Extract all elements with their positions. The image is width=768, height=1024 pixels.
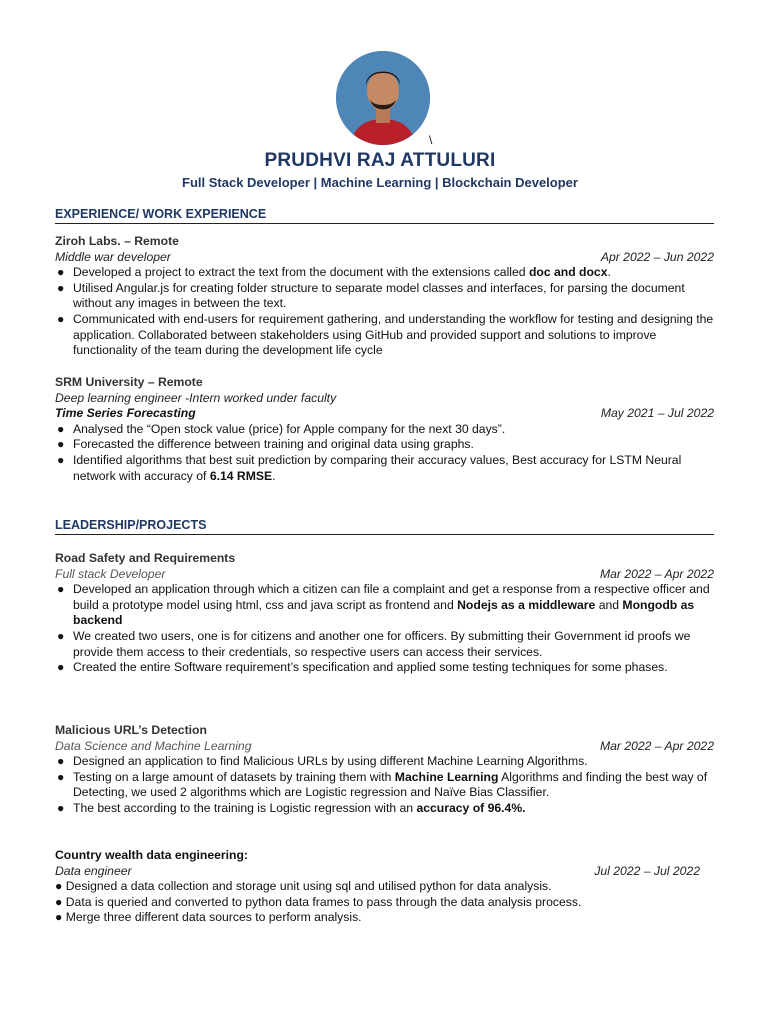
list-item: ● Communicated with end-users for requirement gathering, and understanding the workflow for testing and designing the application. Collaborated between stakeholders using GitHub and provided support and solutions to improve functionality of the team during the development life cycle [57, 311, 714, 358]
list-item: ● Forecasted the difference between training and original data using graphs. [57, 437, 474, 452]
entry-role: Data Science and Machine Learning [55, 738, 252, 753]
entry-role: Middle war developer [55, 249, 171, 264]
entry-project: Time Series Forecasting [55, 406, 196, 421]
entry-date: May 2021 – Jul 2022 [600, 406, 714, 421]
entry-date: Mar 2022 – Apr 2022 [599, 738, 714, 753]
list-item: ● We created two users, one is for citizens and another one for officers. By submitting their Government id proofs we provide them access to their credentials, so respective users can access their services. [57, 628, 691, 659]
list-item: ● Utilised Angular.js for creating folder structure to separate model classes and interfaces, for parsing the document without any images in between the text. [57, 280, 685, 311]
list-item: ● Identified algorithms that best suit prediction by comparing their accuracy values, Best accuracy for LSTM Neural network with accuracy of 6.14 RMSE. [57, 452, 682, 483]
section-title-leadership: LEADERSHIP/PROJECTS [55, 518, 714, 535]
entry-ziroh [55, 234, 714, 359]
entry-role: Full stack Developer [55, 566, 166, 581]
profile-photo [336, 51, 433, 147]
entry-org: SRM University – Remote [55, 375, 203, 389]
section-title-experience: EXPERIENCE/ WORK EXPERIENCE [55, 207, 714, 224]
entry-road-safety [55, 551, 714, 676]
entry-role: Deep learning engineer -Intern worked under faculty [55, 390, 337, 405]
entry-date: Jul 2022 – Jul 2022 [594, 863, 700, 878]
entry-title: Country wealth data engineering: [55, 848, 248, 862]
candidate-name: PRUDHVI RAJ ATTULURI [264, 150, 496, 171]
list-item: ● Developed an application through which a citizen can file a complaint and get a response from a respective officer and build a prototype model using html, css and java script as frontend and Nodejs as a middleware and Mongodb as backend [57, 582, 710, 628]
candidate-subtitle: Full Stack Developer | Machine Learning | Blockchain Developer [182, 175, 578, 190]
entry-date: Apr 2022 – Jun 2022 [600, 249, 714, 264]
list-item: ● Data is queried and converted to python data frames to pass through the data analysis process. [55, 894, 582, 909]
entry-srm [55, 375, 714, 484]
list-item: ● Designed a data collection and storage unit using sql and utilised python for data analysis. [55, 879, 552, 894]
entry-role: Data engineer [55, 863, 132, 878]
list-item: ● Merge three different data sources to perform analysis. [55, 910, 362, 925]
entry-title: Road Safety and Requirements [55, 551, 236, 565]
list-item: ● The best according to the training is Logistic regression with an accuracy of 96.4%. [57, 800, 526, 815]
list-item: ● Designed an application to find Malicious URLs by using different Machine Learning Algorithms. [57, 754, 588, 769]
entry-malicious-url [55, 723, 714, 817]
list-item: ● Created the entire Software requirement’s specification and applied some testing techniques for some phases. [57, 660, 668, 675]
entry-country-wealth [55, 848, 700, 926]
entry-title: Malicious URL’s Detection [55, 723, 207, 737]
list-item: ● Developed a project to extract the text from the document with the extensions called doc and docx. [57, 265, 611, 280]
entry-date: Mar 2022 – Apr 2022 [599, 566, 714, 581]
stray-mark: \ [429, 133, 433, 147]
entry-org: Ziroh Labs. – Remote [55, 234, 179, 248]
list-item: ● Testing on a large amount of datasets by training them with Machine Learning Algorithms and finding the best way of Detecting, we used 2 algorithms which are Logistic regression and Naïve Bias Classifier. [57, 769, 708, 800]
list-item: ● Analysed the “Open stock value (price) for Apple company for the next 30 days”. [57, 421, 506, 436]
